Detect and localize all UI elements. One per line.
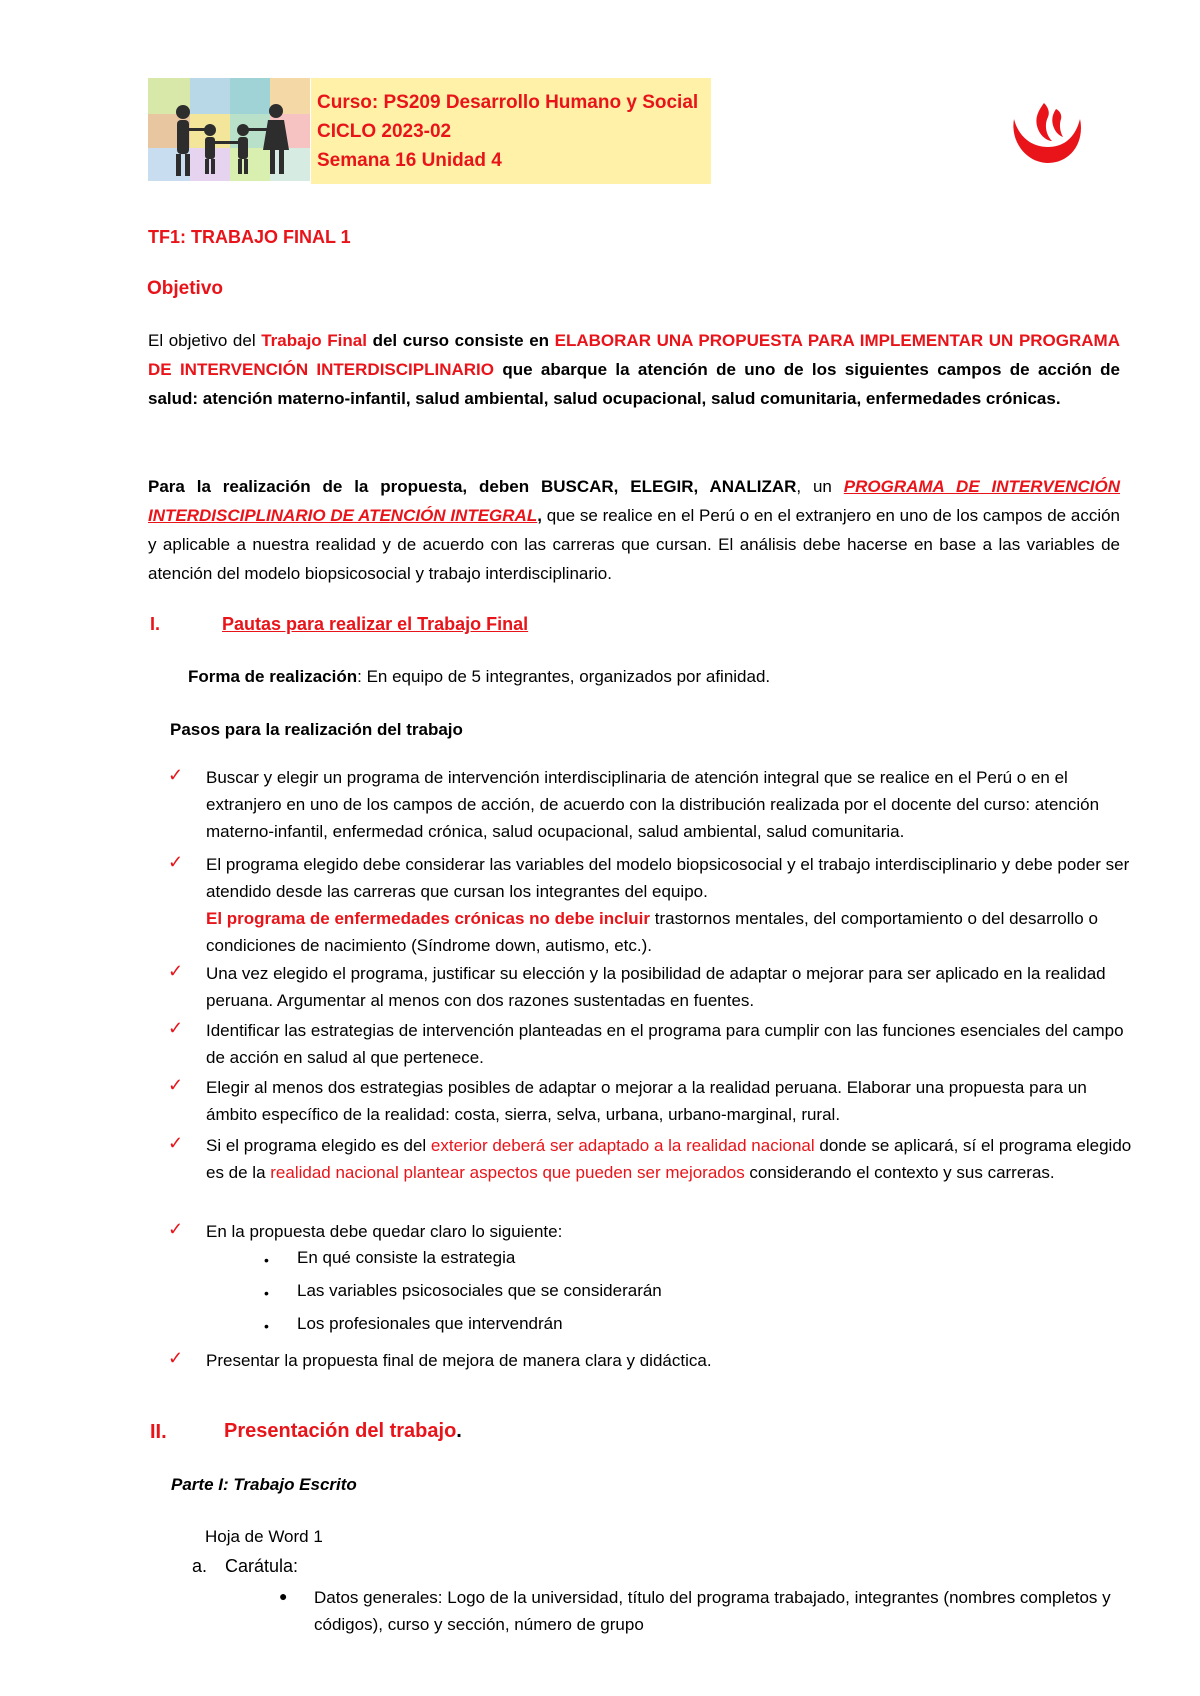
puzzle-family-logo — [148, 78, 310, 181]
section-title-end: . — [456, 1420, 462, 1442]
proposal-text: , — [537, 506, 542, 525]
forma-label: Forma de realización — [188, 667, 358, 686]
section-number: I. — [150, 614, 161, 634]
step-item: Elegir al menos dos estrategias posibles de adaptar o mejorar a la realidad peruana. Elaborar una propuesta para un ámbito específico de la realidad: costa, sierra, selva, urbana, urbano-marginal, rural. — [206, 1078, 1087, 1124]
general-data-item — [314, 1584, 1114, 1638]
proposal-paragraph — [148, 472, 1120, 588]
section-title — [224, 1420, 462, 1443]
objective-paragraph — [148, 326, 1120, 413]
checkmark-icon: ✓ — [168, 961, 184, 981]
step-item-text: trastornos mentales, del comportamiento o del desarrollo o condiciones de nacimiento (Síndrome down, autismo, etc.). — [206, 909, 1098, 955]
section-number: II. — [150, 1421, 167, 1443]
general-data-text: Logo de la universidad, título del programa trabajado, integrantes (nombres completos y códigos), curso y sección, número de grupo — [314, 1588, 1111, 1634]
step-item-highlight: realidad nacional plantear aspectos que pueden ser mejorados — [270, 1163, 745, 1182]
course-cycle: CICLO 2023-02 — [317, 121, 452, 142]
document-title: TF1: TRABAJO FINAL 1 — [148, 227, 351, 247]
part-heading: Parte I: Trabajo Escrito — [171, 1475, 357, 1494]
step-item — [206, 851, 1136, 959]
checkmark-icon: ✓ — [168, 1133, 184, 1153]
proposal-text: Para la realización de la propuesta, deben BUSCAR, ELEGIR, ANALIZAR — [148, 477, 797, 496]
step-item: En la propuesta debe quedar claro lo siguiente: — [206, 1222, 563, 1241]
checkmark-icon: ✓ — [168, 1018, 184, 1038]
objective-highlight: ELABORAR UNA PROPUESTA PARA IMPLEMENTAR UN PROGRAMA DE INTERVENCIÓN INTERDISCIPLINARIO — [148, 331, 1120, 379]
sheet-label: Hoja de Word 1 — [205, 1527, 323, 1546]
course-name: Curso: PS209 Desarrollo Humano y Social — [317, 92, 699, 113]
cover-label: Carátula: — [225, 1556, 299, 1576]
sub-item: En qué consiste la estrategia — [297, 1248, 516, 1267]
step-item: Una vez elegido el programa, justificar su elección y la posibilidad de adaptar o mejorar para ser aplicado en la realidad peruana. Argumentar al menos con dos razones sustentadas en fuentes. — [206, 964, 1106, 1010]
checkmark-icon: ✓ — [168, 765, 184, 785]
section-title-text: Presentación del trabajo — [224, 1420, 457, 1442]
forma-line — [188, 667, 770, 687]
bullet-icon: • — [264, 1285, 269, 1301]
step-item: Presentar la propuesta final de mejora de manera clara y didáctica. — [206, 1351, 712, 1370]
step-item — [206, 1132, 1136, 1186]
objective-heading: Objetivo — [147, 278, 224, 299]
bullet-icon: • — [264, 1252, 269, 1268]
objective-highlight: Trabajo Final — [261, 331, 367, 350]
course-week: Semana 16 Unidad 4 — [317, 150, 502, 171]
step-item: Identificar las estrategias de intervención planteadas en el programa para cumplir con las funciones esenciales del campo de acción en salud al que pertenece. — [206, 1021, 1124, 1067]
checkmark-icon: ✓ — [168, 852, 184, 872]
objective-text: El objetivo del — [148, 331, 262, 350]
step-item-highlight: exterior deberá ser adaptado a la realidad nacional — [430, 1136, 815, 1155]
list-letter: a. — [192, 1556, 208, 1576]
sub-item: Las variables psicosociales que se considerarán — [297, 1281, 662, 1300]
sub-item: Los profesionales que intervendrán — [297, 1314, 563, 1333]
upc-logo — [1008, 101, 1086, 166]
bullet-icon: ● — [279, 1588, 288, 1604]
checkmark-icon: ✓ — [168, 1075, 184, 1095]
forma-text: : En equipo de 5 integrantes, organizados por afinidad. — [357, 667, 771, 686]
general-data-label: Datos generales: — [314, 1588, 443, 1607]
step-item-text: Si el programa elegido es del — [206, 1136, 431, 1155]
course-info-box — [311, 78, 711, 184]
checkmark-icon: ✓ — [168, 1219, 184, 1239]
proposal-text: , un — [796, 477, 844, 496]
checkmark-icon: ✓ — [168, 1348, 184, 1368]
objective-text: del curso consiste en — [366, 331, 555, 350]
step-item-text: considerando el contexto y sus carreras. — [744, 1163, 1055, 1182]
bullet-icon: • — [264, 1318, 269, 1334]
proposal-highlight: PROGRAMA DE INTERVENCIÓN INTERDISCIPLINARIO DE ATENCIÓN INTEGRAL — [148, 477, 1120, 525]
proposal-text: que se realice en el Perú o en el extranjero en uno de los campos de acción y aplicable a nuestra realidad y de acuerdo con las carreras que cursan. El análisis debe hacerse en base a las variables de atención del modelo biopsicosocial y trabajo interdisciplinario. — [148, 506, 1120, 583]
step-item-highlight: El programa de enfermedades crónicas no debe incluir — [206, 909, 651, 928]
step-item-text: donde se aplicará, sí el programa elegido es de la — [206, 1136, 1132, 1182]
objective-text: que abarque la atención de uno de los siguientes campos de acción de salud: atención materno-infantil, salud ambiental, salud ocupacional, salud comunitaria, enfermedades crónicas. — [148, 360, 1120, 408]
section-title: Pautas para realizar el Trabajo Final — [222, 614, 529, 634]
step-item-text: El programa elegido debe considerar las variables del modelo biopsicosocial y el trabajo interdisciplinario y debe poder ser atendido desde las carreras que cursan los integrantes del equipo. — [206, 855, 1130, 901]
steps-heading: Pasos para la realización del trabajo — [170, 720, 463, 739]
step-item: Buscar y elegir un programa de intervención interdisciplinaria de atención integral que se realice en el Perú o en el extranjero en uno de los campos de acción, de acuerdo con la distribución realizada por el docente del curso: atención materno-infantil, enfermedad crónica, salud ocupacional, salud ambiental, salud comunitaria. — [206, 768, 1100, 841]
